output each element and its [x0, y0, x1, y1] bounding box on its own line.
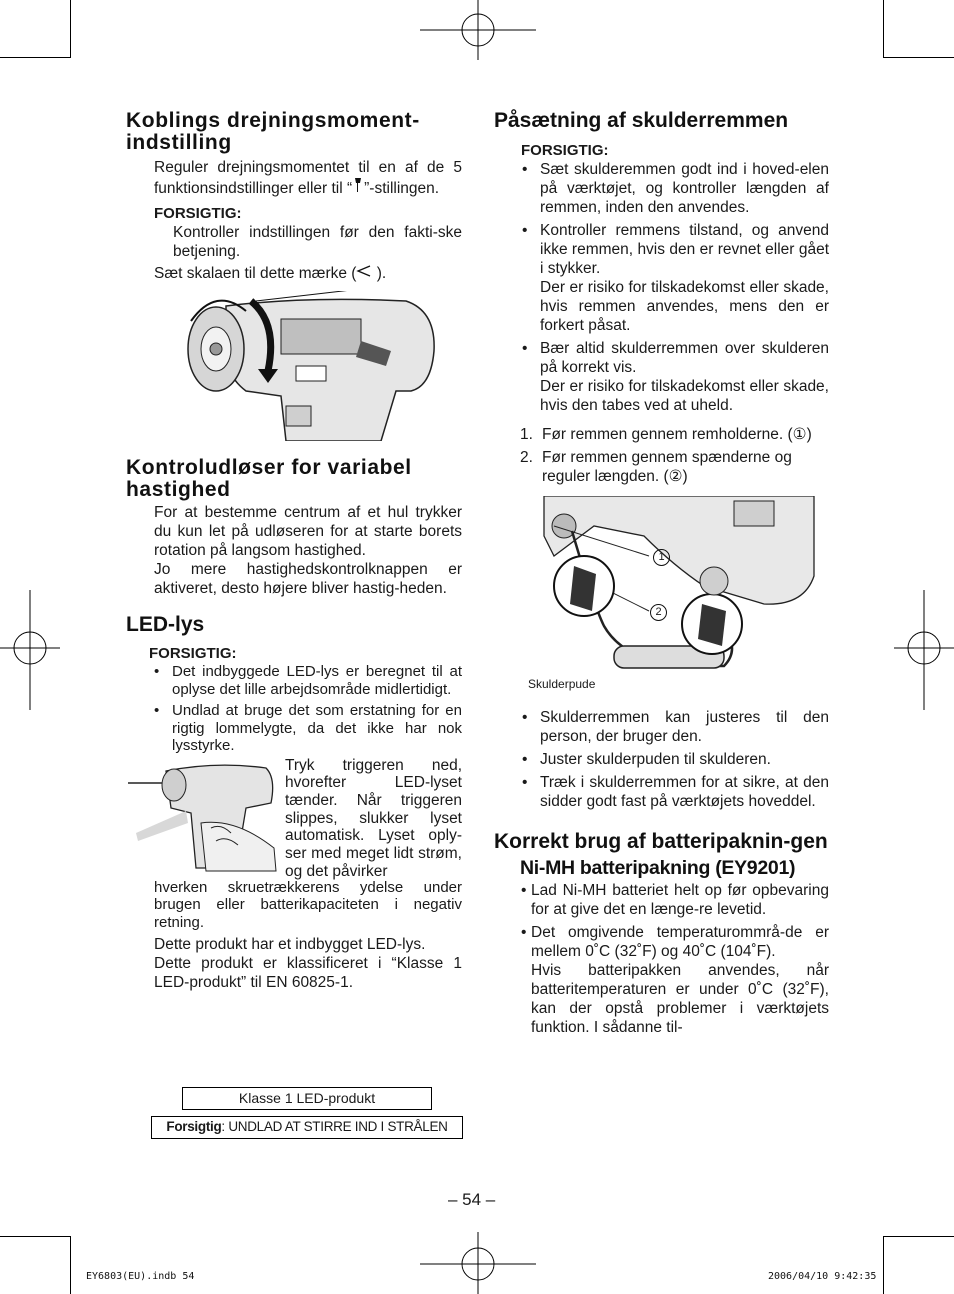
variable-speed-p1: For at bestemme centrum af et hul trykker du kun let på udløseren for at starte borets rotation på langsom hastighed. — [154, 504, 462, 559]
drill-mode-icon — [352, 177, 364, 198]
crop-mark — [883, 1236, 954, 1237]
led-wrap-block — [126, 757, 462, 879]
right-column — [494, 110, 829, 1041]
section-title-shoulder-strap: Påsætning af skulderremmen — [494, 109, 789, 132]
registration-mark-bottom — [420, 1232, 536, 1294]
section-title-torque: Koblings drejningsmoment-indstilling — [126, 109, 420, 154]
registration-mark-left — [0, 590, 60, 710]
figure-caption: Skulderpude — [528, 677, 596, 691]
list-item: • Undlad at bruge det som erstatning for en rigtig lommelygte, da det ikke har nok lysstyrke. — [152, 702, 462, 755]
strap-caution-list — [520, 160, 829, 415]
caution-label: FORSIGTIG: — [149, 645, 237, 662]
crop-mark — [0, 57, 71, 58]
triangle-mark-icon — [356, 264, 372, 283]
crop-mark — [883, 0, 884, 58]
section-title-battery: Korrekt brug af batteripaknin-gen — [494, 830, 828, 853]
strap-figure — [494, 496, 829, 706]
list-item: • Kontroller remmens tilstand, og anvend ikke remmen, hvis den er revnet eller gået i stykker. Der er risiko for tilskadekomst eller skade, hvis remmen anvendes, mens den er forkert påsat. — [520, 221, 829, 335]
strap-tips-list — [520, 708, 829, 811]
led-wrap-text: Tryk triggeren ned, hvorefter LED-lyset tænder. Når triggeren slippes, slukker lyset automatisk. Lyset oply-ser med meget lidt strøm, og det påvirker — [285, 756, 462, 880]
led-p1: Dette produkt har et indbygget LED-lys. — [154, 936, 426, 953]
led-trigger-illustration — [126, 763, 278, 873]
led-p2: Dette produkt er klassificeret i “Klasse 1 LED-produkt” til EN 60825-1. — [154, 955, 462, 991]
list-item: • Juster skulderpuden til skulderen. — [520, 750, 829, 769]
registration-mark-right — [894, 590, 954, 710]
section-title-led: LED-lys — [126, 613, 205, 636]
figure-callout-1: 1 — [653, 549, 670, 566]
figure-callout-2: 2 — [650, 604, 667, 621]
list-item: • Sæt skulderemmen godt ind i hoved-elen på værktøjet, og kontroller længden af remmen, inden den anvendes. — [520, 160, 829, 217]
list-item: • Det indbyggede LED-lys er beregnet til at oplyse det lille arbejdsområde midlertidigt. — [152, 663, 462, 698]
footer-timestamp: 2006/04/10 9:42:35 — [768, 1271, 877, 1282]
torque-mark-text: Sæt skalaen til dette mærke ( ). — [154, 265, 387, 282]
led-warning-box: Forsigtig: UNDLAD AT STIRRE IND I STRÅLEN — [151, 1116, 463, 1139]
section-title-variable-speed: Kontroludløser for variabel hastighed — [126, 456, 412, 501]
strap-illustration — [534, 496, 824, 696]
torque-caution-text: Kontroller indstillingen før den fakti-ske betjening. — [173, 224, 462, 260]
led-cont-text: hverken skruetrækkerens ydelse under brugen eller batterikapaciteten i negativ retning. — [154, 878, 462, 931]
caution-label: FORSIGTIG: — [154, 205, 242, 222]
crop-mark — [883, 1236, 884, 1294]
left-column — [126, 110, 462, 992]
torque-body: Reguler drejningsmomentet til en af de 5 funktionsindstillinger eller til “ ”-stillingen. — [154, 159, 462, 197]
clutch-adjust-illustration — [186, 291, 436, 441]
crop-mark — [883, 57, 954, 58]
list-item: • Træk i skulderremmen for at sikre, at den sidder godt fast på værktøjets hoveddel. — [520, 773, 829, 811]
crop-mark — [70, 0, 71, 58]
strap-steps — [520, 425, 829, 486]
led-class-box: Klasse 1 LED-produkt — [182, 1087, 432, 1110]
list-item: • Skulderremmen kan justeres til den person, der bruger den. — [520, 708, 829, 746]
page-number: – 54 – — [448, 1190, 496, 1209]
list-item: • Lad Ni-MH batteriet helt op før opbevaring for at give det en længe-re levetid. — [519, 881, 829, 919]
caution-label: FORSIGTIG: — [521, 142, 609, 159]
list-item: • Bær altid skulderremmen over skulderen på korrekt vis. Der er risiko for tilskadekomst eller skade, hvis den tabes ved at uheld. — [520, 339, 829, 415]
list-item: 1. Før remmen gennem remholderne. (①) — [520, 426, 812, 443]
registration-mark-top — [420, 0, 536, 60]
crop-mark — [0, 1236, 71, 1237]
list-item: 2. Før remmen gennem spænderne og reguler længden. (②) — [520, 449, 792, 485]
list-item: • Det omgivende temperaturommrå-de er mellem 0˚C (32˚F) og 40˚C (104˚F). Hvis batteripakken anvendes, når batteritemperaturen er under 0˚C (32˚F), kan der opstå problemer i værktøjets funktion. I sådanne til- — [519, 923, 829, 1037]
variable-speed-p2: Jo mere hastighedskontrolknappen er aktiveret, desto højere bliver hastig-heden. — [154, 561, 462, 597]
led-caution-list — [152, 663, 462, 755]
footer-file-info: EY6803(EU).indb 54 — [86, 1271, 195, 1282]
battery-list — [519, 881, 829, 1037]
battery-subtitle: Ni-MH batteripakning (EY9201) — [520, 857, 796, 879]
crop-mark — [70, 1236, 71, 1294]
